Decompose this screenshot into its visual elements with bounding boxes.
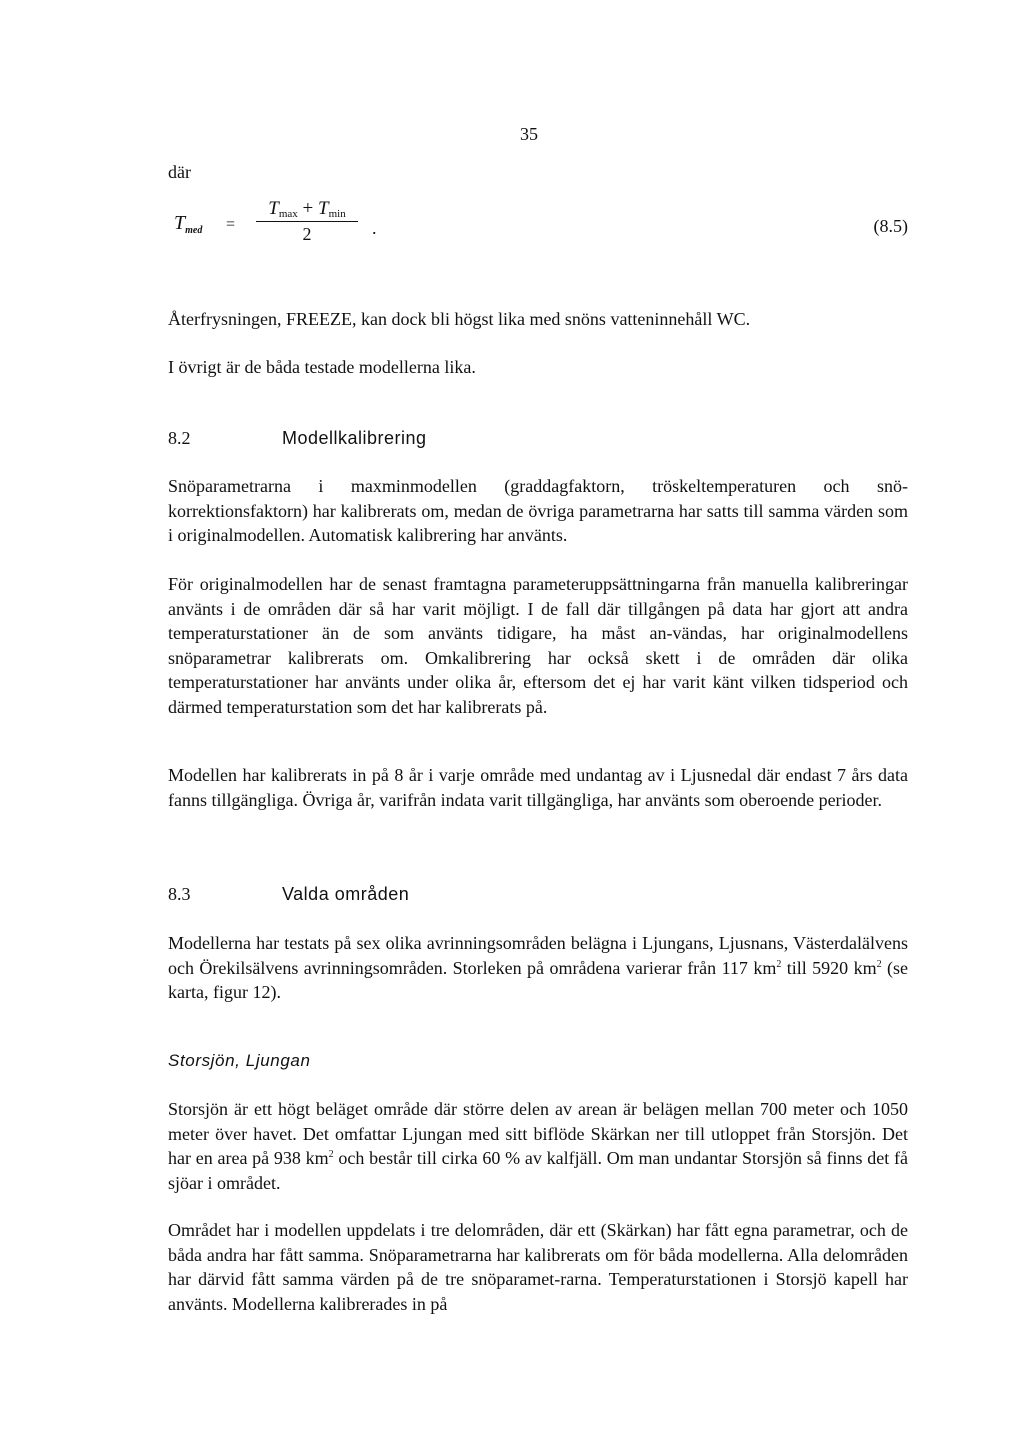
paragraph-calibration-3: Modellen har kalibrerats in på 8 år i varje område med undantag av i Ljusnedal där endast 7 års data fanns tillgängliga. Övriga år, varifrån indata varit tillgängliga, har använts som oberoende perioder. <box>168 765 908 810</box>
paragraph-otherwise: I övrigt är de båda testade modellerna lika. <box>168 357 476 377</box>
equation-denominator: 2 <box>302 224 312 244</box>
page-number: 35 <box>520 124 538 144</box>
equation-equals-sign: = <box>226 216 236 233</box>
section-title: Modellkalibrering <box>282 428 427 448</box>
paragraph-calibration-2: För originalmodellen har de senast framtagna parameteruppsättningarna från manuella kalibreringar använts i de områden där så har varit möjligt. I de fall där tillgången på data har gjort att andra temperaturstationer än de som använts tidigare, ha måst an-vändas, har originalmodellens snöparametrar kalibrerats om. Omkalibrering har också skett i de områden där olika temperaturstationer har använts under olika år, eftersom det ej har varit känt vilken tidsperiod och därmed temperaturstation som det har kalibrerats på. <box>168 574 908 717</box>
section-heading-8-3 <box>168 884 409 905</box>
paragraph-areas: Modellerna har testats på sex olika avrinningsområden belägna i Ljungans, Ljusnans, Västerdalälvens och Örekilsälvens avrinningsområden. Storleken på områdena varierar från 117 $km^2$ till 5920 $km^2$ (se karta, figur 12). <box>168 933 908 1002</box>
paragraph-storsjon-1: Storsjön är ett högt beläget område där större delen av arean är belägen mellan 700 meter och 1050 meter över havet. Det omfattar Ljungan med sitt biflöde Skärkan ner till utloppet från Storsjön. Det har en area på 938 $km^2$ och består till cirka 60 % av kalfjäll. Om man undantar Storsjön så finns det få sjöar i området. <box>168 1099 908 1193</box>
paragraph-storsjon-2: Området har i modellen uppdelats i tre delområden, där ett (Skärkan) har fått egna parametrar, och de båda andra har fått samma. Snöparametrarna har kalibrerats om för båda modellerna. Alla delområden har därvid fått samma värden på de tre snöparamet-rarna. Temperaturstationen i Storsjö kapell har använts. Modellerna kalibrerades in på <box>168 1220 908 1314</box>
equation-lhs: $T_{med}$ <box>174 212 203 236</box>
equation-period: . <box>372 218 377 238</box>
section-title: Valda områden <box>282 884 410 904</box>
subsection-heading: Storsjön, Ljungan <box>168 1051 311 1070</box>
equation-numerator: $T_{max} + T_{min}$ <box>268 198 346 220</box>
paragraph-calibration-1: Snöparametrarna i maxminmodellen (graddagfaktorn, tröskeltemperaturen och snö-korrektionsfaktorn) har kalibrerats om, medan de övriga parametrarna har satts till samma värden som i originalmodellen. Automatisk kalibrering har använts. <box>168 476 908 545</box>
equation-8-5 <box>168 198 908 268</box>
equation-number: (8.5) <box>873 216 908 236</box>
lead-word: där <box>168 162 191 182</box>
equation-lhs-subscript: med <box>185 225 203 236</box>
section-heading-8-2 <box>168 428 427 449</box>
section-number: 8.3 <box>168 884 191 904</box>
section-number: 8.2 <box>168 428 191 448</box>
equation-fraction <box>252 198 362 245</box>
paragraph-refreeze: Återfrysningen, FREEZE, kan dock bli högst lika med snöns vatteninnehåll WC. <box>168 309 751 329</box>
